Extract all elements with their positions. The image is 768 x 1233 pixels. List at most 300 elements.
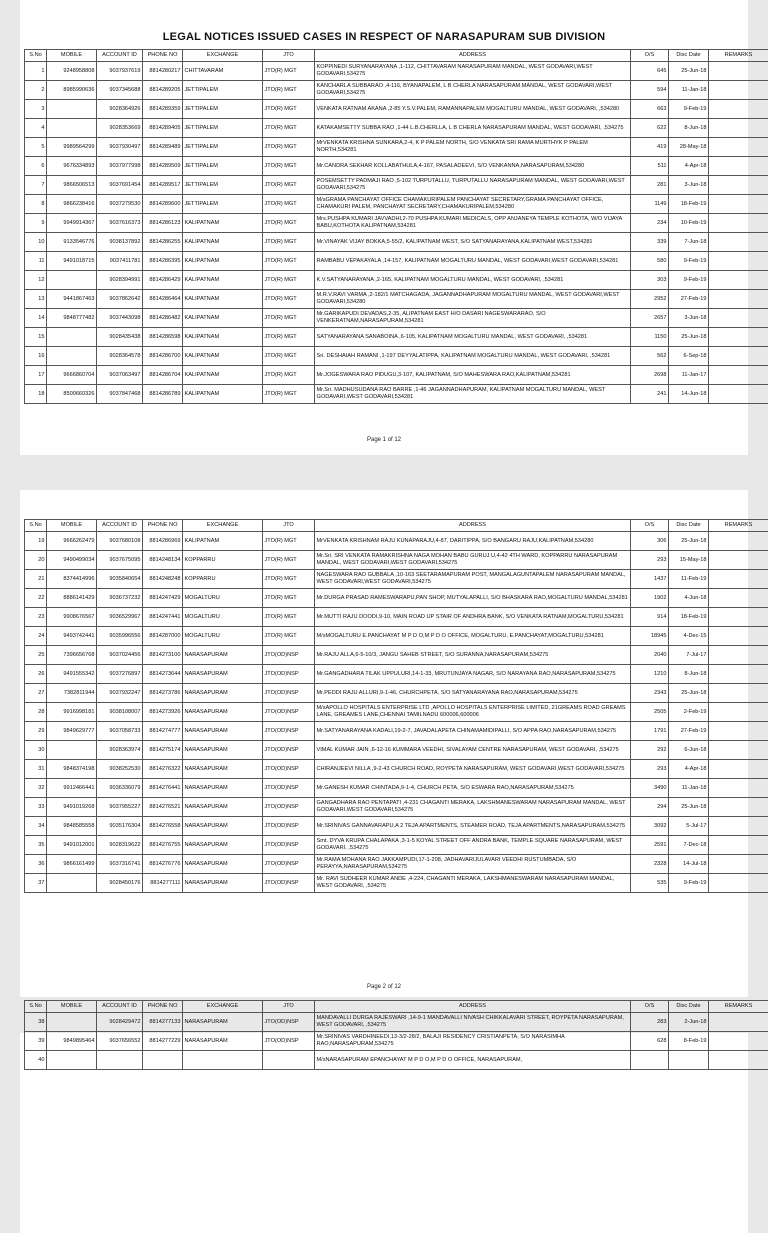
phone-no-cell: 8814276755 — [143, 836, 183, 855]
remarks-cell — [709, 627, 768, 646]
phone-no-cell: 8814286704 — [143, 366, 183, 385]
jto-cell: JTO(R) MGT — [263, 233, 315, 252]
table-row — [25, 176, 768, 195]
remarks-cell — [709, 214, 768, 233]
remarks-cell — [709, 290, 768, 309]
col-disc-date-header: Disc Date — [669, 520, 709, 532]
phone-no-cell: 8814289489 — [143, 138, 183, 157]
sno-cell: 30 — [25, 741, 47, 760]
mobile-cell: 9676334893 — [47, 157, 97, 176]
disc-date-cell: 6-Jun-18 — [669, 741, 709, 760]
account-id-cell: 9036529967 — [97, 608, 143, 627]
phone-no-cell: 8814277111 — [143, 874, 183, 893]
exchange-cell: KALIPATNAM — [183, 233, 263, 252]
sno-cell: 15 — [25, 328, 47, 347]
os-cell: 234 — [631, 214, 669, 233]
col-jto-header: JTO — [263, 50, 315, 62]
sno-cell: 33 — [25, 798, 47, 817]
table-row — [25, 138, 768, 157]
remarks-cell — [709, 347, 768, 366]
sno-cell: 26 — [25, 665, 47, 684]
exchange-cell: NARASAPURAM — [183, 779, 263, 798]
jto-cell: JTO(R) MGT — [263, 176, 315, 195]
phone-no-cell: 8814286123 — [143, 214, 183, 233]
sno-cell: 19 — [25, 532, 47, 551]
phone-no-cell: 8814274777 — [143, 722, 183, 741]
mobile-cell: 9441867463 — [47, 290, 97, 309]
phone-no-cell: 8814286255 — [143, 233, 183, 252]
jto-cell: JTO(R) MGT — [263, 570, 315, 589]
account-id-cell: 9028353669 — [97, 119, 143, 138]
mobile-cell — [47, 119, 97, 138]
sno-cell: 5 — [25, 138, 47, 157]
table-row — [25, 646, 768, 665]
account-id-cell: 9037691454 — [97, 176, 143, 195]
sno-cell: 21 — [25, 570, 47, 589]
sno-cell: 20 — [25, 551, 47, 570]
remarks-cell — [709, 138, 768, 157]
sno-cell: 8 — [25, 195, 47, 214]
exchange-cell: NARASAPURAM — [183, 741, 263, 760]
sno-cell: 14 — [25, 309, 47, 328]
os-cell: 2328 — [631, 855, 669, 874]
account-id-cell: 9037680108 — [97, 532, 143, 551]
account-id-cell: 9035840654 — [97, 570, 143, 589]
phone-no-cell: 8814277229 — [143, 1032, 183, 1051]
jto-cell: JTO(OD)NSP — [263, 646, 315, 665]
os-cell: 914 — [631, 608, 669, 627]
remarks-cell — [709, 532, 768, 551]
disc-date-cell: 25-Jun-18 — [669, 684, 709, 703]
exchange-cell: NARASAPURAM — [183, 760, 263, 779]
account-id-cell: 9028429472 — [97, 1013, 143, 1032]
table-row — [25, 1013, 768, 1032]
mobile-cell: 9491555342 — [47, 665, 97, 684]
exchange-cell: KALIPATNAM — [183, 290, 263, 309]
page-2 — [20, 490, 748, 997]
table-row — [25, 271, 768, 290]
table-row — [25, 385, 768, 404]
jto-cell: JTO(OD)NSP — [263, 760, 315, 779]
address-cell: M/sGRAMA PANCHAYAT OFFICE CHAMAKURIPALEM PANCHAYAT SECRETARY,GRAMA PANCHAYAT OFFICE, CHAMAKURI PALEM, PANCHAYAT SECRETARY,CHAMAKURIPALEM,534280 — [315, 195, 631, 214]
phone-no-cell: 8814273786 — [143, 684, 183, 703]
table-row — [25, 1032, 768, 1051]
os-cell: 3490 — [631, 779, 669, 798]
jto-cell: JTO(R) MGT — [263, 119, 315, 138]
sno-cell: 6 — [25, 157, 47, 176]
disc-date-cell: 3-Jun-18 — [669, 176, 709, 195]
os-cell: 663 — [631, 100, 669, 119]
disc-date-cell: 25-Jun-18 — [669, 532, 709, 551]
mobile-cell: 9491019268 — [47, 798, 97, 817]
account-id-cell: 9035176304 — [97, 817, 143, 836]
address-cell: Mr.CANDRA SEKHAR KOLLABATHULA,4-167, PASALADEEVI, S/O VENKANNA,NARASAPURAM,534280 — [315, 157, 631, 176]
phone-no-cell: 8814286969 — [143, 532, 183, 551]
mobile-cell: 9490499034 — [47, 551, 97, 570]
sno-cell: 2 — [25, 81, 47, 100]
mobile-cell: 9848585558 — [47, 817, 97, 836]
account-id-cell: 9037443098 — [97, 309, 143, 328]
disc-date-cell: 9-Feb-19 — [669, 271, 709, 290]
account-id-cell: 9028364578 — [97, 347, 143, 366]
disc-date-cell: 4-Dec-15 — [669, 627, 709, 646]
remarks-cell — [709, 385, 768, 404]
table-row — [25, 195, 768, 214]
address-cell: NAGESWARA RAO GUBBALA ,10-163 SEETARAMAPURAM POST, MANGALAGUNTAPALEM NARASAPURAM MANDAL, WEST GODAVARI,WEST GODAVARI,534275 — [315, 570, 631, 589]
exchange-cell: MOGALTURU — [183, 589, 263, 608]
phone-no-cell: 8814289205 — [143, 81, 183, 100]
sno-cell: 29 — [25, 722, 47, 741]
remarks-cell — [709, 817, 768, 836]
os-cell: 562 — [631, 347, 669, 366]
exchange-cell: JETTIPALEM — [183, 195, 263, 214]
exchange-cell: JETTIPALEM — [183, 176, 263, 195]
exchange-cell: KALIPATNAM — [183, 347, 263, 366]
address-cell: Mr.SRINIVAS GANNAVARAPU,A 2 TEJA APARTMENTS, STEAMER ROAD, TEJA APARTMENTS,NARASAPURAM,534275 — [315, 817, 631, 836]
header-row — [25, 520, 768, 532]
os-cell: 1210 — [631, 665, 669, 684]
mobile-cell — [47, 1013, 97, 1032]
remarks-cell — [709, 1013, 768, 1032]
disc-date-cell: 14-Jun-18 — [669, 385, 709, 404]
remarks-cell — [709, 874, 768, 893]
phone-no-cell: 8814289517 — [143, 176, 183, 195]
table-row — [25, 532, 768, 551]
table-row — [25, 836, 768, 855]
jto-cell: JTO(R) MGT — [263, 100, 315, 119]
jto-cell: JTO(OD)NSP — [263, 1032, 315, 1051]
mobile-cell: 9849629777 — [47, 722, 97, 741]
account-id-cell: 9036737232 — [97, 589, 143, 608]
mobile-cell — [47, 271, 97, 290]
os-cell: 3092 — [631, 817, 669, 836]
exchange-cell: NARASAPURAM — [183, 665, 263, 684]
os-cell: 1791 — [631, 722, 669, 741]
disc-date-cell: 10-Feb-19 — [669, 214, 709, 233]
sno-cell: 10 — [25, 233, 47, 252]
disc-date-cell: 2-Feb-19 — [669, 703, 709, 722]
sno-cell: 39 — [25, 1032, 47, 1051]
os-cell: 1902 — [631, 589, 669, 608]
account-id-cell: 9038252530 — [97, 760, 143, 779]
account-id-cell: 9037977998 — [97, 157, 143, 176]
exchange-cell: KOPPARRU — [183, 570, 263, 589]
remarks-cell — [709, 1032, 768, 1051]
exchange-cell: NARASAPURAM — [183, 836, 263, 855]
table-row — [25, 798, 768, 817]
address-cell: Mr. RAVI SUDHEER KUMAR ANDE ,4-224, CHAGANTI MERAKA, LAKSHMANESWARAM NARASAPURAM MANDAL, WEST GODAVARI, ,534275 — [315, 874, 631, 893]
account-id-cell: 9037937619 — [97, 62, 143, 81]
address-cell: M/sMOGALTURU E.PANCHAYAT M P D O,M P D O OFFICE, MOGALTURU, E.PANCHAYAT,MOGALTURU,534281 — [315, 627, 631, 646]
sno-cell: 11 — [25, 252, 47, 271]
sno-cell: 31 — [25, 760, 47, 779]
disc-date-cell: 8-Feb-19 — [669, 1032, 709, 1051]
address-cell: RAMBABU VEPAKAYALA ,14-157, KALIPATNAM MOGALTURU MANDAL, WEST GODAVARI,WEST GODAVARI,534281 — [315, 252, 631, 271]
remarks-cell — [709, 646, 768, 665]
os-cell: 294 — [631, 798, 669, 817]
col-phone-no-header: PHONE NO — [143, 1001, 183, 1013]
phone-no-cell: 8814280217 — [143, 62, 183, 81]
col-sno-header: S.No — [25, 520, 47, 532]
address-cell: Sri. DESHAIAH RAMANI ,1-197 DEYYALATIPPA, KALIPATNAM MOGALTURU MANDAL, WEST GODAVARI, ,534281 — [315, 347, 631, 366]
mobile-cell: 9491012001 — [47, 836, 97, 855]
disc-date-cell: 7-Jun-18 — [669, 233, 709, 252]
col-account-id-header: ACCOUNT ID — [97, 50, 143, 62]
col-address-header: ADDRESS — [315, 520, 631, 532]
table-row — [25, 81, 768, 100]
address-cell: VENKATA RATNAM AKANA ,2-85 Y.S.V.PALEM, RAMANNAPALEM MOGALTURU MANDAL, WEST GODAVARI, ,534280 — [315, 100, 631, 119]
mobile-cell: 9848374198 — [47, 760, 97, 779]
phone-no-cell: 8814276322 — [143, 760, 183, 779]
mobile-cell: 8500660326 — [47, 385, 97, 404]
phone-no-cell: 8814273100 — [143, 646, 183, 665]
exchange-cell: KALIPATNAM — [183, 214, 263, 233]
col-sno-header: S.No — [25, 50, 47, 62]
address-cell: Mr.VINAYAK VIJAY BOKKA,5-55/2, KALIPATNAM WEST, S/O SATYANARAYANA,KALIPATNAM WEST,534281 — [315, 233, 631, 252]
sno-cell: 1 — [25, 62, 47, 81]
account-id-cell: 9037345688 — [97, 81, 143, 100]
mobile-cell — [47, 347, 97, 366]
jto-cell: JTO(R) MGT — [263, 551, 315, 570]
remarks-cell — [709, 233, 768, 252]
jto-cell: JTO(R) MGT — [263, 157, 315, 176]
exchange-cell: JETTIPALEM — [183, 119, 263, 138]
disc-date-cell: 4-Apr-18 — [669, 760, 709, 779]
exchange-cell: KALIPATNAM — [183, 532, 263, 551]
mobile-cell: 9916998181 — [47, 703, 97, 722]
account-id-cell: 9037955227 — [97, 798, 143, 817]
table-row — [25, 347, 768, 366]
os-cell: 293 — [631, 760, 669, 779]
mobile-cell: 9949914367 — [47, 214, 97, 233]
mobile-cell: 9666262479 — [47, 532, 97, 551]
exchange-cell: KALIPATNAM — [183, 309, 263, 328]
account-id-cell: 9036336079 — [97, 779, 143, 798]
mobile-cell: 9849895464 — [47, 1032, 97, 1051]
address-cell: Mr.RAJU ALLA,6-5-10/3, JANGU SAHEB STREET, S/O SURANNA,NARASAPURAM,534275 — [315, 646, 631, 665]
account-id-cell: 9028363974 — [97, 741, 143, 760]
os-cell: 2591 — [631, 836, 669, 855]
sno-cell: 34 — [25, 817, 47, 836]
exchange-cell: NARASAPURAM — [183, 722, 263, 741]
os-cell: 622 — [631, 119, 669, 138]
table-row — [25, 252, 768, 271]
mobile-cell — [47, 741, 97, 760]
jto-cell: JTO(R) MGT — [263, 195, 315, 214]
disc-date-cell: 27-Feb-19 — [669, 290, 709, 309]
jto-cell: JTO(OD)NSP — [263, 855, 315, 874]
col-remarks-header: REMARKS — [709, 1001, 768, 1013]
exchange-cell: CHITTAVARAM — [183, 62, 263, 81]
disc-date-cell: 25-Jun-18 — [669, 798, 709, 817]
col-os-header: O/S — [631, 50, 669, 62]
mobile-cell: 9666860704 — [47, 366, 97, 385]
os-cell — [631, 1051, 669, 1070]
sno-cell: 17 — [25, 366, 47, 385]
disc-date-cell: 25-Jun-18 — [669, 328, 709, 347]
remarks-cell — [709, 665, 768, 684]
col-account-id-header: ACCOUNT ID — [97, 520, 143, 532]
exchange-cell: KALIPATNAM — [183, 385, 263, 404]
exchange-cell: KOPPARRU — [183, 551, 263, 570]
table-row — [25, 366, 768, 385]
remarks-cell — [709, 684, 768, 703]
address-cell: Mr.SATYANARAYANA KADALI,19-2-7, JAVADALAPETA CHINAMAMIDIPALLI, S/O APPA RAO,NARASAPURAM,534275 — [315, 722, 631, 741]
exchange-cell: MOGALTURU — [183, 627, 263, 646]
address-cell: POSEMSETTY PADMAJI RAO ,5-102 TURPUTALLU, TURPUTALLU NARASAPURAM MANDAL, WEST GODAVARI,WEST GODAVARI,534275 — [315, 176, 631, 195]
os-cell: 1437 — [631, 570, 669, 589]
mobile-cell: 9989564299 — [47, 138, 97, 157]
phone-no-cell: 8814247429 — [143, 589, 183, 608]
address-cell: Mr.Sri. SRI VENKATA RAMAKRISHNA NAGA MOHAN BABU GURUJ U,4-42 4TH WARD, KOPPARRU NARASAPURAM MANDAL, WEST GODAVARI,WEST GODAVARI,534275 — [315, 551, 631, 570]
page-1 — [20, 0, 748, 455]
os-cell: 2040 — [631, 646, 669, 665]
phone-no-cell: 8814273926 — [143, 703, 183, 722]
remarks-cell — [709, 551, 768, 570]
address-cell: M.R.V.RAVI VARMA ,2-182/1 MATCHAGADA, JAGANNADHAPURAM MOGALTURU MANDAL, WEST GODAVARI,WEST GODAVARI,534280 — [315, 290, 631, 309]
mobile-cell — [47, 874, 97, 893]
phone-no-cell — [143, 1051, 183, 1070]
disc-date-cell: 14-Jul-18 — [669, 855, 709, 874]
exchange-cell — [183, 1051, 263, 1070]
mobile-cell: 9491018715 — [47, 252, 97, 271]
os-cell: 292 — [631, 741, 669, 760]
exchange-cell: KALIPATNAM — [183, 271, 263, 290]
mobile-cell: 7382811944 — [47, 684, 97, 703]
remarks-cell — [709, 100, 768, 119]
jto-cell: JTO(R) MGT — [263, 589, 315, 608]
remarks-cell — [709, 252, 768, 271]
disc-date-cell: 7-Jul-17 — [669, 646, 709, 665]
col-mobile-header: MOBILE — [47, 520, 97, 532]
sno-cell: 3 — [25, 100, 47, 119]
disc-date-cell: 28-May-18 — [669, 138, 709, 157]
col-os-header: O/S — [631, 1001, 669, 1013]
account-id-cell: 9037024456 — [97, 646, 143, 665]
sno-cell: 35 — [25, 836, 47, 855]
notices-table — [24, 49, 768, 404]
jto-cell: JTO(R) MGT — [263, 608, 315, 627]
remarks-cell — [709, 589, 768, 608]
table-row — [25, 703, 768, 722]
phone-no-cell: 8814276776 — [143, 855, 183, 874]
jto-cell: JTO(R) MGT — [263, 138, 315, 157]
phone-no-cell: 8814286395 — [143, 252, 183, 271]
jto-cell: JTO(R) MGT — [263, 328, 315, 347]
exchange-cell: KALIPATNAM — [183, 252, 263, 271]
remarks-cell — [709, 570, 768, 589]
account-id-cell: 9037279530 — [97, 195, 143, 214]
address-cell: Mr.GANESH KUMAR CHINTADA,9-1-4, CHURCH PETA, S/O ESWARA RAO,NARASAPURAM,534275 — [315, 779, 631, 798]
phone-no-cell: 8814289359 — [143, 100, 183, 119]
table-row — [25, 157, 768, 176]
account-id-cell: 9028394991 — [97, 271, 143, 290]
col-exchange-header: EXCHANGE — [183, 520, 263, 532]
disc-date-cell: 18-Feb-19 — [669, 608, 709, 627]
jto-cell: JTO(R) MGT — [263, 385, 315, 404]
os-cell: 339 — [631, 233, 669, 252]
phone-no-cell: 8814275174 — [143, 741, 183, 760]
os-cell: 1150 — [631, 328, 669, 347]
sno-cell: 24 — [25, 627, 47, 646]
disc-date-cell: 4-Jun-18 — [669, 589, 709, 608]
phone-no-cell: 8814286464 — [143, 290, 183, 309]
account-id-cell: 9037276897 — [97, 665, 143, 684]
page-footer: Page 2 of 12 — [20, 984, 748, 990]
col-remarks-header: REMARKS — [709, 520, 768, 532]
address-cell: Mr.Sri. MADHUSUDANA RAO BARRE ,1-46 JAGANNADHAPURAM, KALIPATNAM MOGALTURU MANDAL, WEST GODAVARI,WEST GODAVARI,534281 — [315, 385, 631, 404]
exchange-cell: NARASAPURAM — [183, 1013, 263, 1032]
jto-cell: JTO(R) MGT — [263, 532, 315, 551]
col-account-id-header: ACCOUNT ID — [97, 1001, 143, 1013]
document-title: LEGAL NOTICES ISSUED CASES IN RESPECT OF NARASAPURAM SUB DIVISION — [20, 0, 748, 44]
phone-no-cell: 8814248134 — [143, 551, 183, 570]
os-cell: 241 — [631, 385, 669, 404]
account-id-cell: 9037656552 — [97, 1032, 143, 1051]
disc-date-cell: 3-Jun-18 — [669, 309, 709, 328]
disc-date-cell: 11-Jan-18 — [669, 81, 709, 100]
mobile-cell — [47, 328, 97, 347]
sno-cell: 25 — [25, 646, 47, 665]
account-id-cell: 9038108007 — [97, 703, 143, 722]
jto-cell: JTO(OD)NSP — [263, 1013, 315, 1032]
jto-cell: JTO(OD)NSP — [263, 722, 315, 741]
phone-no-cell: 8814289600 — [143, 195, 183, 214]
phone-no-cell: 8814286429 — [143, 271, 183, 290]
phone-no-cell: 8814286789 — [143, 385, 183, 404]
table-row — [25, 760, 768, 779]
sno-cell: 37 — [25, 874, 47, 893]
os-cell: 2343 — [631, 684, 669, 703]
os-cell: 306 — [631, 532, 669, 551]
disc-date-cell: 27-Feb-19 — [669, 722, 709, 741]
exchange-cell: NARASAPURAM — [183, 874, 263, 893]
address-cell: VIMAL KUMAR JAIN ,6-12-16 KUMMARA VEEDHI, SIVALAYAM CENTRE NARASAPURAM, WEST GODAVARI, ,534275 — [315, 741, 631, 760]
table-row — [25, 309, 768, 328]
table-row — [25, 589, 768, 608]
remarks-cell — [709, 760, 768, 779]
os-cell: 580 — [631, 252, 669, 271]
sno-cell: 13 — [25, 290, 47, 309]
address-cell: Mr.MUTTI RAJU DOODI,9-10, MAIN ROAD UP STAIR OF ANDHRA BANK, S/O VENKATA RATNAM,MOGALTURU,534281 — [315, 608, 631, 627]
disc-date-cell: 11-Jan-17 — [669, 366, 709, 385]
exchange-cell: JETTIPALEM — [183, 157, 263, 176]
remarks-cell — [709, 309, 768, 328]
remarks-cell — [709, 779, 768, 798]
disc-date-cell: 18-Feb-19 — [669, 195, 709, 214]
mobile-cell: 9912466441 — [47, 779, 97, 798]
os-cell: 2505 — [631, 703, 669, 722]
jto-cell: JTO(OD)NSP — [263, 874, 315, 893]
jto-cell: JTO(R) MGT — [263, 347, 315, 366]
sno-cell: 40 — [25, 1051, 47, 1070]
mobile-cell: 8374414996 — [47, 570, 97, 589]
jto-cell: JTO(OD)NSP — [263, 836, 315, 855]
os-cell: 511 — [631, 157, 669, 176]
address-cell: KANCHARLA SUBBARAO ,4-116, BYANAPALEM, L B CHERLA NARASAPURAM MANDAL, WEST GODAVARI,WEST GODAVARI,534275 — [315, 81, 631, 100]
address-cell: Mr.PEDDI RAJU ALLURI,9-1-46, CHURCHPETA, S/O SATYANARAYANA RAO,NARASAPURAM,534275 — [315, 684, 631, 703]
phone-no-cell: 8814277133 — [143, 1013, 183, 1032]
exchange-cell: NARASAPURAM — [183, 684, 263, 703]
mobile-cell: 9908676567 — [47, 608, 97, 627]
address-cell: Mr.JOGESWARA RAO PIDUGU,3-107, KALIPATNAM, S/O MAHESWARA RAO,KALIPATNAM,534281 — [315, 366, 631, 385]
jto-cell: JTO(OD)NSP — [263, 665, 315, 684]
col-remarks-header: REMARKS — [709, 50, 768, 62]
remarks-cell — [709, 722, 768, 741]
account-id-cell: 9037932247 — [97, 684, 143, 703]
os-cell: 281 — [631, 176, 669, 195]
address-cell: Mr.SRINIVAS VARDHINEEDI,13-3/2-28/2, BALAJI RESIDENCY CRISTIANPETA, S/O NARASIMHA RAO,NARASAPURAM,534275 — [315, 1032, 631, 1051]
